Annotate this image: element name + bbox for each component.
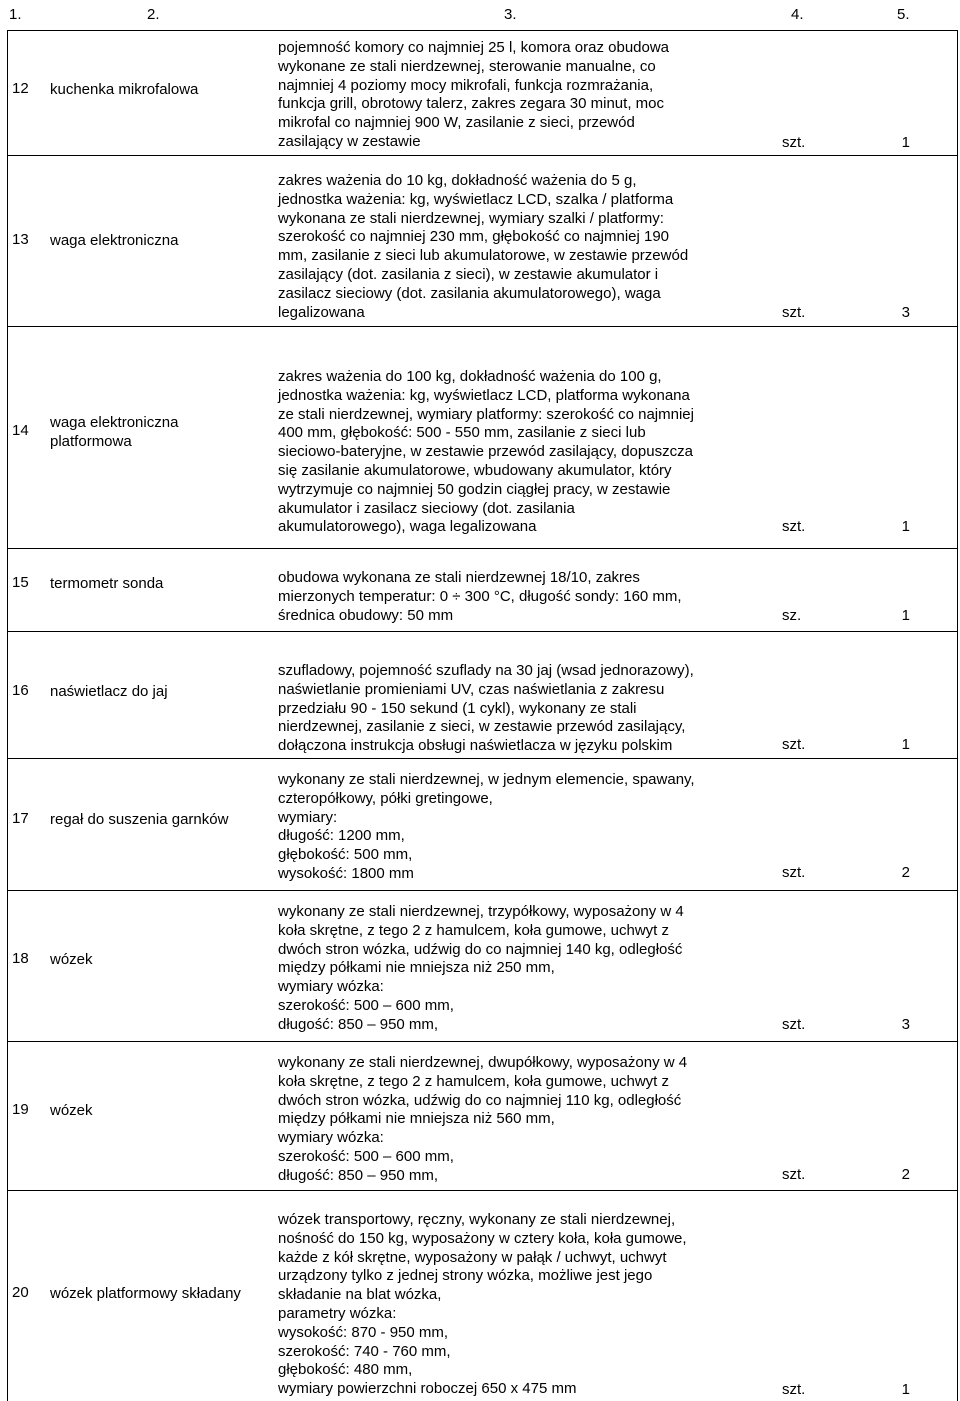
- header-col-1: 1.: [9, 6, 22, 23]
- item-quantity: 1: [901, 134, 910, 151]
- description-line: zasilacz sieciowy (dot. zasilania akumulatorowego), waga: [278, 284, 661, 302]
- row-divider: [7, 1041, 958, 1042]
- row-number: 13: [12, 231, 29, 248]
- description-line: szerokość: 740 - 760 mm,: [278, 1342, 451, 1360]
- item-name-line: wózek: [50, 951, 93, 968]
- row-number: 17: [12, 810, 29, 827]
- table-header-row: [0, 0, 960, 30]
- item-unit: szt.: [782, 1381, 806, 1398]
- item-quantity: 1: [901, 736, 910, 753]
- description-line: zasilający (dot. zasilania z sieci), w zestawie akumulator i: [278, 265, 659, 283]
- row-divider: [7, 548, 958, 549]
- item-unit: szt.: [782, 864, 806, 881]
- item-quantity: 1: [901, 518, 910, 535]
- description-line: sieciowo-bateryjne, w zestawie przewód zasilający, dopuszcza: [278, 443, 693, 461]
- description-line: wymiary wózka:: [278, 978, 384, 996]
- item-description: [278, 903, 748, 1035]
- header-col-2: 2.: [147, 6, 160, 23]
- item-quantity: 2: [901, 864, 910, 881]
- row-number: 19: [12, 1101, 29, 1118]
- description-line: najmniej 4 poziomy mocy mikrofali, funkcja rozmrażania,: [278, 76, 654, 94]
- description-line: dwóch stron wózka, udźwig do co najmniej 140 kg, odległość: [278, 940, 683, 958]
- row-number: 14: [12, 422, 29, 439]
- description-line: nośność do 150 kg, wyposażony w cztery koła, koła gumowe,: [278, 1229, 687, 1247]
- row-number: 20: [12, 1284, 29, 1301]
- row-divider: [7, 1190, 958, 1191]
- header-col-4: 4.: [791, 6, 804, 23]
- description-line: pojemność komory co najmniej 25 l, komora oraz obudowa: [278, 39, 670, 56]
- description-line: przedziału 90 - 150 sekund (1 cykl), wykonany ze stali: [278, 699, 637, 717]
- row-divider: [7, 326, 958, 327]
- description-line: długość: 850 – 950 mm,: [278, 1015, 439, 1033]
- item-name: [50, 682, 270, 701]
- table-left-border: [7, 30, 8, 1401]
- description-line: średnica obudowy: 50 mm: [278, 606, 454, 624]
- description-line: czteropółkowy, półki gretingowe,: [278, 789, 493, 807]
- description-line: zasilający w zestawie: [278, 132, 421, 150]
- item-unit: szt.: [782, 304, 806, 321]
- description-line: wykonane ze stali nierdzewnej, sterowanie manualne, co: [278, 57, 656, 75]
- description-line: mierzonych temperatur: 0 ÷ 300 °C, długość sondy: 160 mm,: [278, 587, 682, 605]
- description-line: naświetlanie promieniami UV, czas naświetlania z zakresu: [278, 680, 665, 698]
- description-line: wykonany ze stali nierdzewnej, trzypółkowy, wyposażony w 4: [278, 903, 684, 920]
- item-description: [278, 771, 748, 884]
- item-unit: szt.: [782, 518, 806, 535]
- item-name: [50, 950, 270, 969]
- item-name-line: wózek: [50, 1102, 93, 1119]
- description-line: głębokość: 480 mm,: [278, 1361, 413, 1379]
- item-name-line: waga elektroniczna: [50, 232, 179, 249]
- description-line: legalizowana: [278, 303, 365, 321]
- row-divider: [7, 890, 958, 891]
- row-number: 12: [12, 80, 29, 97]
- item-name: [50, 810, 270, 829]
- item-name-line: naświetlacz do jaj: [50, 683, 168, 700]
- item-quantity: 3: [901, 1016, 910, 1033]
- item-description: [278, 172, 748, 322]
- description-line: wymiary:: [278, 808, 338, 826]
- item-quantity: 1: [901, 607, 910, 624]
- item-name: [50, 231, 270, 250]
- item-unit: szt.: [782, 1166, 806, 1183]
- description-line: parametry wózka:: [278, 1304, 397, 1322]
- item-quantity: 2: [901, 1166, 910, 1183]
- row-number: 18: [12, 950, 29, 967]
- item-name: [50, 80, 270, 99]
- description-line: zakres ważenia do 100 kg, dokładność ważenia do 100 g,: [278, 368, 662, 385]
- item-name-line: waga elektroniczna: [50, 414, 179, 431]
- item-name: [50, 1101, 270, 1120]
- header-divider: [7, 30, 958, 31]
- item-name-line: termometr sonda: [50, 575, 164, 592]
- item-name-line: regał do suszenia garnków: [50, 811, 229, 828]
- description-line: wózek transportowy, ręczny, wykonany ze stali nierdzewnej,: [278, 1211, 676, 1228]
- description-line: szerokość: 500 – 600 mm,: [278, 996, 454, 1014]
- description-line: wykonany ze stali nierdzewnej, dwupółkowy, wyposażony w 4: [278, 1054, 688, 1071]
- description-line: zakres ważenia do 10 kg, dokładność ważenia do 5 g,: [278, 172, 637, 189]
- description-line: nierdzewnej, zasilanie z sieci, w zestawie przewód zasilający,: [278, 718, 686, 736]
- description-line: urządzony tylko z jednej strony wózka, możliwe jest jego: [278, 1267, 653, 1285]
- description-line: jednostka ważenia: kg, wyświetlacz LCD, szalka / platforma: [278, 190, 674, 208]
- description-line: składanie na blat wózka,: [278, 1286, 442, 1304]
- description-line: akumulatorowego), waga legalizowana: [278, 518, 537, 536]
- item-unit: szt.: [782, 1016, 806, 1033]
- item-description: [278, 368, 748, 537]
- description-line: każde z kół skrętne, wyposażony w pałąk / uchwyt, uchwyt: [278, 1248, 667, 1266]
- item-name-line: kuchenka mikrofalowa: [50, 81, 199, 98]
- item-unit: szt.: [782, 134, 806, 151]
- item-quantity: 1: [901, 1381, 910, 1398]
- description-line: długość: 1200 mm,: [278, 827, 405, 845]
- description-line: 400 mm, głębokość: 500 - 550 mm, zasilanie z sieci lub: [278, 424, 646, 442]
- description-line: mm, zasilanie z sieci lub akumulatorowe, w zestawie przewód: [278, 247, 689, 265]
- description-line: wykonany ze stali nierdzewnej, w jednym elemencie, spawany,: [278, 771, 695, 788]
- description-line: dołączona instrukcja obsługi naświetlacza w języku polskim: [278, 737, 673, 755]
- description-line: funkcja grill, obrotowy talerz, zakres zegara 30 minut, moc: [278, 95, 664, 113]
- item-description: [278, 1054, 748, 1186]
- description-line: wymiary powierzchni roboczej 650 x 475 mm: [278, 1380, 577, 1398]
- description-line: mikrofal co najmniej 900 W, zasilanie z sieci, przewód: [278, 114, 635, 132]
- description-line: ze stali nierdzewnej, wymiary platformy: szerokość co najmniej: [278, 405, 694, 423]
- row-number: 16: [12, 682, 29, 699]
- description-line: wysokość: 1800 mm: [278, 864, 414, 882]
- description-line: akumulator i zasilacz sieciowy (dot. zasilania: [278, 499, 575, 517]
- item-name: [50, 574, 270, 593]
- item-description: [278, 1211, 748, 1399]
- description-line: wykonana ze stali nierdzewnej, wymiary szalki / platformy:: [278, 209, 664, 227]
- row-divider: [7, 631, 958, 632]
- description-line: jednostka ważenia: kg, wyświetlacz LCD, platforma wykonana: [278, 386, 690, 404]
- description-line: głębokość: 500 mm,: [278, 846, 413, 864]
- description-line: koła skrętne, z tego 2 z hamulcem, koła gumowe, uchwyt z: [278, 1072, 670, 1090]
- item-quantity: 3: [901, 304, 910, 321]
- description-line: szerokość co najmniej 230 mm, głębokość co najmniej 190: [278, 228, 670, 246]
- description-line: między półkami nie mniejsza niż 560 mm,: [278, 1110, 555, 1128]
- description-line: wytrzymuje co najmniej 50 godzin ciągłej pracy, w zestawie: [278, 480, 671, 498]
- item-unit: szt.: [782, 736, 806, 753]
- description-line: między półkami nie mniejsza niż 250 mm,: [278, 959, 555, 977]
- table-right-border: [957, 30, 958, 1401]
- item-name: [50, 413, 270, 451]
- description-line: się zasilanie akumulatorowe, wbudowany akumulator, który: [278, 461, 672, 479]
- header-col-5: 5.: [897, 6, 910, 23]
- row-divider: [7, 155, 958, 156]
- description-line: szerokość: 500 – 600 mm,: [278, 1147, 454, 1165]
- header-col-3: 3.: [504, 6, 517, 23]
- item-name-line: wózek platformowy składany: [50, 1285, 241, 1302]
- item-name-line: platformowa: [50, 433, 132, 450]
- description-line: obudowa wykonana ze stali nierdzewnej 18/10, zakres: [278, 569, 640, 586]
- description-line: szufladowy, pojemność szuflady na 30 jaj (wsad jednorazowy),: [278, 662, 694, 679]
- item-unit: sz.: [782, 607, 802, 624]
- description-line: wymiary wózka:: [278, 1129, 384, 1147]
- item-description: [278, 662, 748, 756]
- description-line: długość: 850 – 950 mm,: [278, 1166, 439, 1184]
- item-description: [278, 39, 748, 152]
- item-description: [278, 569, 748, 625]
- item-name: [50, 1284, 270, 1303]
- description-line: koła skrętne, z tego 2 z hamulcem, koła gumowe, uchwyt z: [278, 921, 670, 939]
- description-line: wysokość: 870 - 950 mm,: [278, 1323, 449, 1341]
- row-number: 15: [12, 574, 29, 591]
- description-line: dwóch stron wózka, udźwig do co najmniej 110 kg, odległość: [278, 1091, 682, 1109]
- row-divider: [7, 758, 958, 759]
